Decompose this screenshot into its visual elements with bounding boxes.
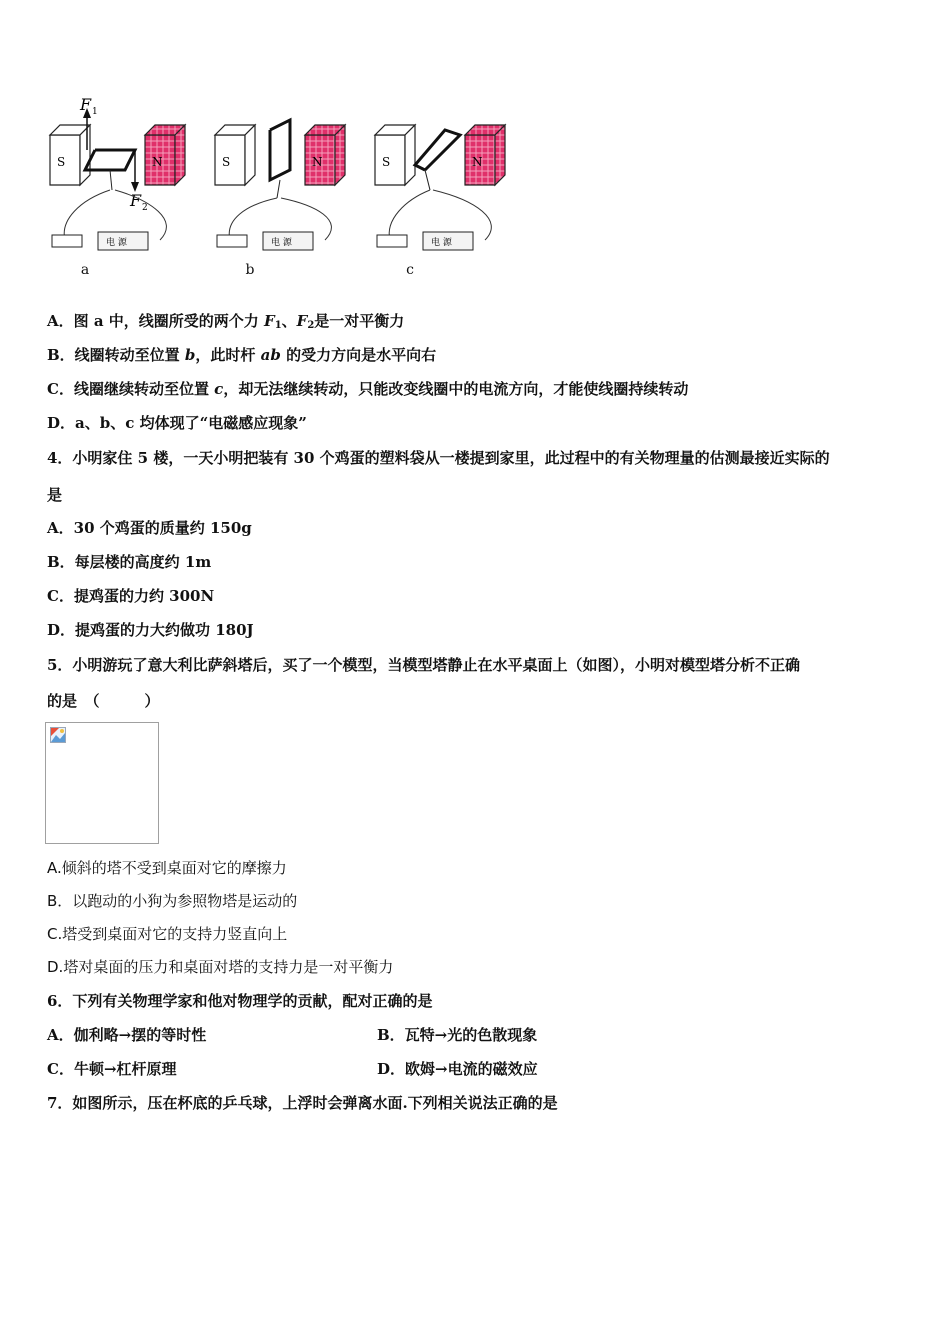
figure-c (365, 90, 515, 285)
q4-option-a: A．30 个鸡蛋的质量约 150g (47, 519, 252, 537)
q6-option-c: C．牛顿→杠杆原理 (47, 1060, 177, 1078)
power-label-a: 电 源 (106, 238, 127, 248)
figure-b-drawing (205, 90, 355, 260)
q4-stem-line1: 4．小明家住 5 楼，一天小明把装有 30 个鸡蛋的塑料袋从一楼提到家里，此过程中的有关物理量的估测最接近实际的 (47, 449, 830, 467)
q3-option-c (47, 379, 688, 399)
q7-stem: 7．如图所示，压在杯底的乒乓球，上浮时会弹离水面.下列相关说法正确的是 (47, 1094, 558, 1112)
q3-a-f2: F (296, 312, 308, 330)
force-f2-sub: 2 (142, 203, 148, 213)
q5-option-a: A.倾斜的塔不受到桌面对它的摩擦力 (47, 859, 287, 877)
magnet-s-label-b: S (222, 155, 231, 169)
figure-b (205, 90, 355, 285)
magnet-n-label-b: N (312, 155, 323, 169)
q3-a-sep: 、 (281, 312, 297, 330)
force-f2-label: F (130, 191, 142, 210)
q6-option-a: A．伽利略→摆的等时性 (47, 1026, 207, 1044)
power-label-c: 电 源 (431, 238, 452, 248)
q5-stem-line2: 的是 （ ） (47, 692, 160, 710)
magnet-n-label-a: N (152, 155, 163, 169)
q5-option-c: C.塔受到桌面对它的支持力竖直向上 (47, 925, 288, 943)
q3-b-var2: ab (260, 346, 281, 364)
q3-a-f1-sub: 1 (274, 320, 282, 331)
q3-b-text: B．线圈转动至位置 (47, 346, 185, 364)
power-label-b: 电 源 (271, 238, 292, 248)
magnet-s-label-a: S (57, 155, 66, 169)
motor-figures (40, 90, 520, 285)
q4-option-c: C．提鸡蛋的力约 300N (47, 587, 215, 605)
q3-option-d: D．a、b、c 均体现了“电磁感应现象” (47, 414, 307, 432)
figure-a-drawing (40, 90, 190, 260)
force-f1-sub: 1 (92, 107, 98, 117)
figure-a (40, 90, 190, 285)
q6-stem: 6．下列有关物理学家和他对物理学的贡献，配对正确的是 (47, 992, 433, 1010)
q4-option-d: D．提鸡蛋的力大约做功 180J (47, 621, 254, 639)
figure-b-label: b (245, 262, 255, 278)
q3-a-f1: F (264, 312, 275, 330)
q3-c-post: ，却无法继续转动，只能改变线圈中的电流方向，才能使线圈持续转动 (223, 380, 689, 398)
q3-b-post: 的受力方向是水平向右 (280, 346, 437, 364)
q5-stem-line1: 5．小明游玩了意大利比萨斜塔后，买了一个模型，当模型塔静止在水平桌面上（如图），小明对模型塔分析不正确 (47, 656, 800, 674)
q5-option-d: D.塔对桌面的压力和桌面对塔的支持力是一对平衡力 (47, 958, 394, 976)
q4-option-b: B．每层楼的高度约 1m (47, 553, 212, 571)
q3-a-f2-sub: 2 (307, 320, 315, 331)
q4-stem-line2: 是 (47, 486, 63, 504)
q3-option-a (47, 311, 404, 336)
q5-option-b: B．以跑动的小狗为参照物塔是运动的 (47, 892, 298, 910)
q3-b-var: b (184, 346, 196, 364)
magnet-s-label-c: S (382, 155, 391, 169)
q3-c-text: C．线圈继续转动至位置 (47, 380, 215, 398)
force-f1-label: F (80, 95, 92, 114)
broken-image-icon (50, 727, 66, 743)
figure-a-label: a (80, 262, 90, 278)
q3-a-post: 是一对平衡力 (314, 312, 405, 330)
tower-image-placeholder (45, 722, 159, 844)
magnet-n-label-c: N (472, 155, 483, 169)
q3-c-var: c (214, 380, 224, 398)
q3-option-b (47, 345, 436, 365)
q3-b-mid: ，此时杆 (195, 346, 261, 364)
q6-option-d: D．欧姆→电流的磁效应 (377, 1060, 538, 1078)
figure-c-drawing (365, 90, 515, 260)
figure-c-label: c (406, 262, 414, 278)
q3-a-text: A．图 a 中，线圈所受的两个力 (47, 312, 265, 330)
q6-option-b: B．瓦特→光的色散现象 (377, 1026, 538, 1044)
